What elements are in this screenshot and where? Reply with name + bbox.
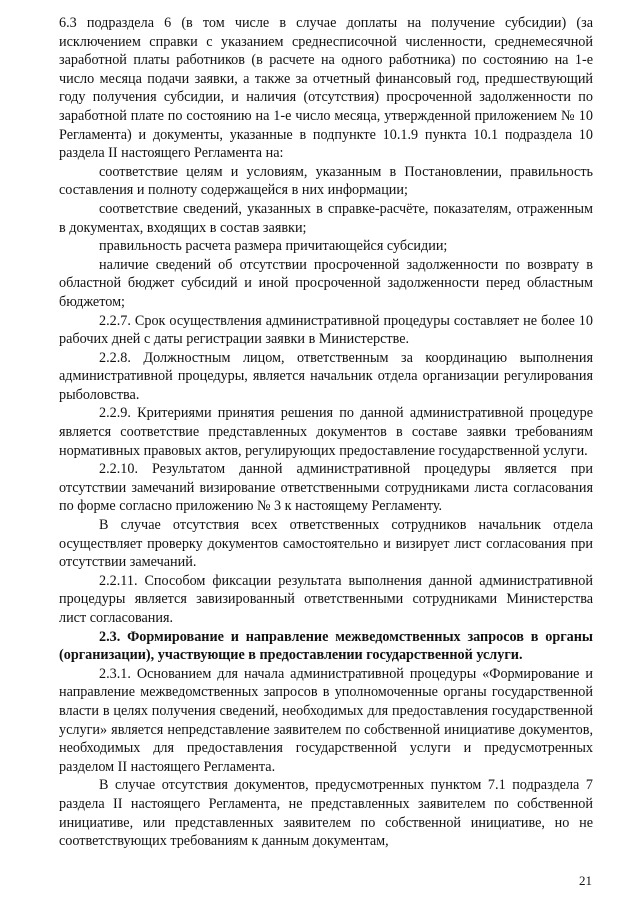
paragraph-debt-absence: наличие сведений об отсутствии просроченной задолженности по возврату в областной бюджет субсидий и иной просроченной задолженности перед областным бюджетом;: [59, 256, 593, 310]
paragraph-absence-case: В случае отсутствия всех ответственных сотрудников начальник отдела осуществляет проверку документов самостоятельно и визирует лист согласования при отсутствии замечаний.: [59, 517, 593, 571]
document-body: [59, 14, 593, 851]
paragraph-data-compliance: соответствие сведений, указанных в справке-расчёте, показателям, отраженным в документах, входящих в состав заявки;: [59, 200, 593, 236]
paragraph-missing-documents: В случае отсутствия документов, предусмотренных пунктом 7.1 подраздела 7 раздела II настоящего Регламента, не представленных заявителем по собственной инициативе, или представленных заявителем по собственной инициативе, но не соответствующих требованиям к данным документам,: [59, 777, 593, 850]
paragraph-2-2-8: 2.2.8. Должностным лицом, ответственным за координацию выполнения административной процедуры, является начальник отдела организации регулирования рыболовства.: [59, 349, 593, 403]
paragraph-2-2-11: 2.2.11. Способом фиксации результата выполнения данной административной процедуры является завизированный ответственными сотрудниками Министерства лист согласования.: [59, 572, 593, 626]
section-heading-2-3: 2.3. Формирование и направление межведомственных запросов в органы (организации), участвующие в предоставлении государственной услуги.: [59, 628, 593, 664]
paragraph-2-2-7: 2.2.7. Срок осуществления административной процедуры составляет не более 10 рабочих дней с даты регистрации заявки в Министерстве.: [59, 312, 593, 348]
paragraph-continuation: 6.3 подраздела 6 (в том числе в случае доплаты на получение субсидии) (за исключением справки с указанием среднесписочной численности, среднемесячной заработной платы работников (в расчете на одного работника) по состоянию на 1-е число месяца подачи заявки, а также за отчетный финансовый год, предшествующий году получения субсидии, и наличия (отсутствия) просроченной задолженности по заработной плате по состоянию на 1-е число месяца, утвержденной приложением № 10 Регламента) и документы, указанные в подпункте 10.1.9 пункта 10.1 подраздела 10 раздела II настоящего Регламента на:: [59, 15, 593, 162]
paragraph-calculation-check: правильность расчета размера причитающейся субсидии;: [99, 238, 448, 255]
paragraph-goals-compliance: соответствие целям и условиям, указанным в Постановлении, правильность составления и полноту содержащейся в них информации;: [59, 163, 593, 199]
page-number: 21: [579, 873, 592, 888]
paragraph-2-3-1: 2.3.1. Основанием для начала административной процедуры «Формирование и направление межведомственных запросов в уполномоченные органы государственной власти в целях получения сведений, необходимых для предоставления государственной услуги» является непредставление заявителем по собственной инициативе документов, необходимых для предоставления государственной услуги и предусмотренных разделом II настоящего Регламента.: [59, 665, 593, 775]
paragraph-2-2-10: 2.2.10. Результатом данной административной процедуры является при отсутствии замечаний визирование ответственными сотрудниками листа согласования по форме согласно приложению № 3 к настоящему Регламенту.: [59, 461, 593, 515]
paragraph-2-2-9: 2.2.9. Критериями принятия решения по данной административной процедуре является соответствие представленных документов в составе заявки требованиям нормативных правовых актов, регулирующих предоставление государственной услуги.: [59, 405, 593, 459]
